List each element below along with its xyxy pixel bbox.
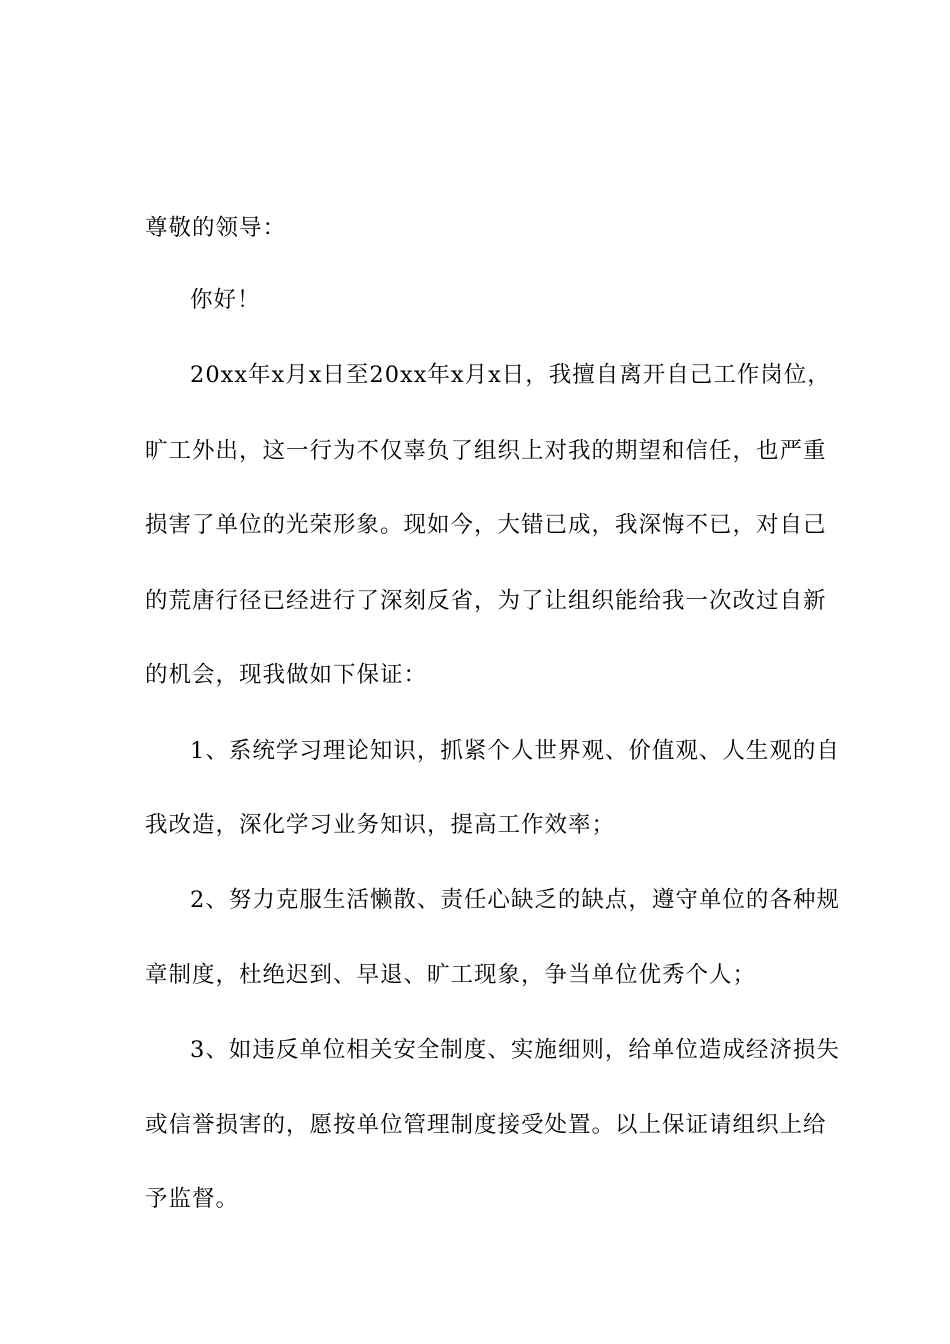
paragraph-line: 的荒唐行径已经进行了深刻反省，为了让组织能给我一次改过自新: [145, 588, 827, 614]
pledge-2-line: 章制度，杜绝迟到、早退、旷工现象，争当单位优秀个人；: [145, 962, 757, 988]
pledge-1-line: 1、系统学习理论知识，抓紧个人世界观、价值观、人生观的自: [190, 738, 840, 764]
salutation: 尊敬的领导：: [145, 215, 287, 241]
pledge-3-line: 予监督。: [145, 1186, 240, 1212]
paragraph-line: 旷工外出，这一行为不仅辜负了组织上对我的期望和信任，也严重: [145, 438, 827, 464]
paragraph-line: 20xx年x月x日至20xx年x月x日，我擅自离开自己工作岗位，: [190, 362, 831, 388]
pledge-1-line: 我改造，深化学习业务知识，提高工作效率；: [145, 812, 616, 838]
paragraph-line: 的机会，现我做如下保证：: [145, 662, 428, 688]
greeting: 你好！: [190, 287, 261, 313]
pledge-3-line: 或信誉损害的，愿按单位管理制度接受处置。以上保证请组织上给: [145, 1112, 827, 1138]
pledge-3-line: 3、如违反单位相关安全制度、实施细则，给单位造成经济损失: [190, 1037, 840, 1063]
paragraph-line: 损害了单位的光荣形象。现如今，大错已成，我深悔不已，对自己: [145, 512, 827, 538]
pledge-2-line: 2、努力克服生活懒散、责任心缺乏的缺点，遵守单位的各种规: [190, 887, 840, 913]
